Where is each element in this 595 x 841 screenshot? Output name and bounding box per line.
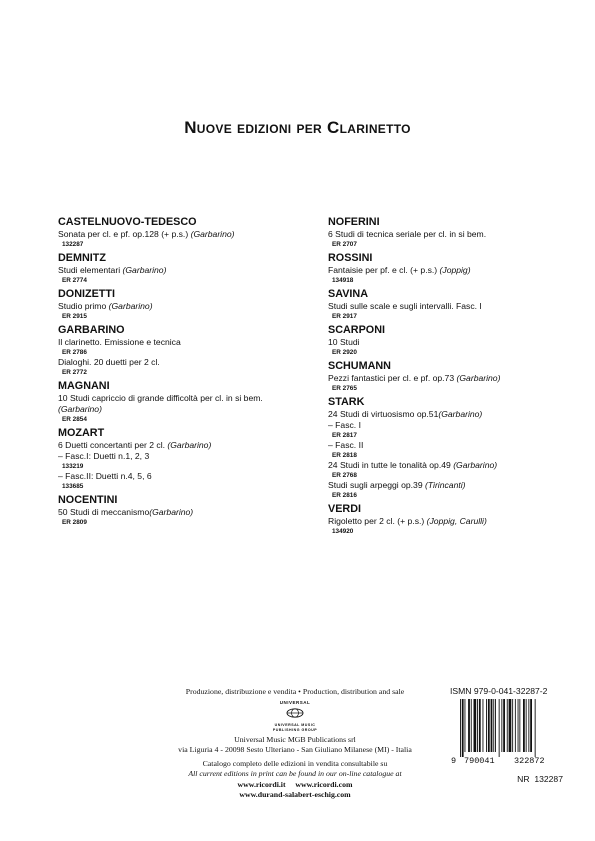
composer-entry: [328, 287, 568, 321]
work-title: [328, 440, 568, 451]
barcode-bar: [530, 699, 532, 752]
work-title: [328, 409, 568, 420]
catalog-code: ER 2854: [62, 416, 87, 423]
composer-entry: [328, 323, 568, 357]
catalog-code: 134918: [332, 277, 354, 284]
work-editor: (Tirincanti): [425, 480, 466, 490]
work-text: 24 Studi di virtuosismo op.51: [328, 409, 439, 419]
catalog-code: 132287: [62, 241, 84, 248]
barcode-bar: [528, 699, 529, 752]
composer-list-left: [58, 215, 320, 529]
composer-entry: [58, 215, 320, 249]
composer-name: DONIZETTI: [58, 288, 115, 300]
barcode-bar: [477, 699, 478, 752]
composer-name: DEMNITZ: [58, 252, 106, 264]
catalog-code: ER 2917: [332, 313, 357, 320]
barcode-bar: [503, 699, 505, 752]
barcode-digits-group1: 790041: [464, 756, 495, 765]
composer-name: CASTELNUOVO-TEDESCO: [58, 216, 197, 228]
work-editor: (Garbarino): [149, 507, 194, 517]
work-title: [328, 373, 568, 384]
barcode-bar: [499, 699, 500, 757]
barcode-bar: [483, 699, 484, 752]
composer-name: SAVINA: [328, 288, 368, 300]
barcode-bar: [471, 699, 472, 752]
barcode-bar: [519, 699, 520, 752]
barcode-bar: [518, 699, 519, 752]
publisher-address: via Liguria 4 - 20098 Sesto Ulteriano - San Giuliano Milanese (MI) - Italia: [178, 745, 412, 754]
work-title: [58, 507, 320, 518]
work-text: 6 Studi di tecnica seriale per cl. in si bem.: [328, 229, 487, 239]
work-editor: (Garbarino): [167, 440, 212, 450]
publisher-footer: [150, 687, 440, 801]
work-title: [328, 480, 568, 491]
catalog-code: ER 2774: [62, 277, 87, 284]
work-title: [328, 229, 568, 240]
composer-name: SCHUMANN: [328, 360, 391, 372]
composer-entry: [58, 251, 320, 285]
work-editor: (Garbarino): [58, 404, 102, 414]
work-text: – Fasc. I: [328, 420, 361, 430]
publisher-name: Universal Music MGB Publications srl: [234, 734, 356, 744]
work-text: 50 Studi di meccanismo: [58, 507, 150, 517]
catalog-code: 133685: [62, 483, 84, 490]
page-title: Nuove edizioni per Clarinetto: [184, 118, 411, 137]
barcode-bar: [495, 699, 496, 752]
barcode-bar: [501, 699, 502, 752]
barcode-bar: [523, 699, 525, 752]
work-title: [328, 265, 568, 276]
work-title: [328, 460, 568, 471]
barcode-digits-group2: 322872: [514, 756, 545, 765]
work-text: Pezzi fantastici per cl. e pf. op.73: [328, 373, 457, 383]
catalog-code: ER 2915: [62, 313, 87, 320]
catalog-code: ER 2818: [332, 452, 357, 459]
barcode-block: [450, 686, 565, 785]
website-links[interactable]: www.ricordi.it www.ricordi.com: [237, 779, 353, 789]
catalog-code: 133219: [62, 463, 84, 470]
work-editor: (Garbarino): [438, 409, 483, 419]
composer-entry: [58, 379, 320, 424]
catalog-code: ER 2816: [332, 492, 357, 499]
work-title: [328, 420, 568, 431]
work-editor: (Garbarino): [453, 460, 498, 470]
work-text: – Fasc.I: Duetti n.1, 2, 3: [58, 451, 150, 461]
catalog-code: ER 2920: [332, 349, 357, 356]
work-title: [58, 440, 320, 451]
barcode-bar: [479, 699, 481, 752]
barcode-digit-first: 9: [451, 756, 457, 765]
work-title: [328, 516, 568, 527]
barcode-image: [450, 699, 565, 765]
composer-entry: [58, 426, 320, 491]
work-editor: (Joppig, Carulli): [426, 516, 487, 526]
composer-name: ROSSINI: [328, 252, 373, 264]
work-title: [58, 337, 320, 348]
work-title: [58, 404, 320, 415]
work-title: [328, 337, 568, 348]
work-text: Studi sugli arpeggi op.39: [328, 480, 425, 490]
work-text: Dialoghi. 20 duetti per 2 cl.: [58, 357, 160, 367]
barcode-bar: [491, 699, 493, 752]
barcode-bar: [509, 699, 512, 752]
barcode-bar: [486, 699, 487, 752]
work-title: [58, 357, 320, 368]
work-text: Studi elementari: [58, 265, 123, 275]
work-title: [58, 451, 320, 462]
work-title: [58, 301, 320, 312]
work-text: 10 Studi capriccio di grande difficoltà per cl. in si bem.: [58, 393, 263, 403]
barcode-bar: [526, 699, 527, 752]
catalog-code: ER 2768: [332, 472, 357, 479]
composer-name: VERDI: [328, 503, 361, 515]
barcode-bar: [515, 699, 516, 752]
composer-entry: [58, 287, 320, 321]
work-title: [328, 301, 568, 312]
composer-name: STARK: [328, 396, 365, 408]
composer-name: GARBARINO: [58, 324, 125, 336]
catalog-number: NR 132287: [517, 774, 563, 784]
catalog-code: ER 2707: [332, 241, 357, 248]
barcode-bar: [462, 699, 464, 757]
work-title: [58, 471, 320, 482]
composer-name: MAGNANI: [58, 380, 110, 392]
work-editor: (Garbarino): [108, 301, 153, 311]
composer-entry: [58, 493, 320, 527]
catalog-code: ER 2809: [62, 519, 87, 526]
composer-name: MOZART: [58, 427, 105, 439]
barcode-bar: [460, 699, 461, 757]
work-text: Sonata per cl. e pf. op.128 (+ p.s.): [58, 229, 191, 239]
composer-entry: [58, 323, 320, 377]
work-title: [58, 265, 320, 276]
work-title: [58, 393, 320, 404]
barcode-bar: [488, 699, 490, 752]
catalog-code: ER 2786: [62, 349, 87, 356]
work-editor: (Joppig): [439, 265, 471, 275]
composer-entry: [328, 215, 568, 249]
universal-music-logo: UNIVERSAL UNIVERSAL MUSIC PUBLISHING GROUP: [272, 699, 318, 732]
work-text: – Fasc.II: Duetti n.4, 5, 6: [58, 471, 152, 481]
catalog-code: ER 2817: [332, 432, 357, 439]
composer-entry: [328, 395, 568, 500]
website-link-durand[interactable]: www.durand-salabert-eschig.com: [239, 790, 351, 799]
work-text: Fantaisie per pf. e cl. (+ p.s.): [328, 265, 440, 275]
work-text: – Fasc. II: [328, 440, 364, 450]
catalog-note-it: Catalogo completo delle edizioni in vendita consultabile su: [202, 758, 388, 768]
composer-entry: [328, 251, 568, 285]
work-text: Studio primo: [58, 301, 109, 311]
catalog-code: ER 2772: [62, 369, 87, 376]
catalog-note-en: All current editions in print can be found in our on-line catalogue at: [188, 769, 402, 778]
barcode-bar: [512, 699, 513, 752]
barcode-bar: [465, 699, 466, 752]
barcode-bar: [493, 699, 494, 752]
composer-name: NOCENTINI: [58, 494, 118, 506]
work-text: Studi sulle scale e sugli intervalli. Fasc. I: [328, 301, 482, 311]
barcode-bar: [535, 699, 536, 757]
work-editor: (Garbarino): [122, 265, 167, 275]
work-text: 10 Studi: [328, 337, 360, 347]
production-line: Produzione, distribuzione e vendita • Production, distribution and sale: [185, 687, 405, 696]
catalog-code: 134920: [332, 528, 354, 535]
composer-entry: [328, 359, 568, 393]
work-text: Rigoletto per 2 cl. (+ p.s.): [328, 516, 427, 526]
barcode-bar: [468, 699, 470, 752]
composer-entry: [328, 502, 568, 536]
work-text: Il clarinetto. Emissione e tecnica: [58, 337, 181, 347]
work-editor: (Garbarino): [456, 373, 501, 383]
work-title: [58, 229, 320, 240]
work-editor: (Garbarino): [190, 229, 235, 239]
composer-name: SCARPONI: [328, 324, 385, 336]
work-text: 24 Studi in tutte le tonalità op.49: [328, 460, 454, 470]
globe-icon: [285, 708, 305, 718]
catalog-code: ER 2765: [332, 385, 357, 392]
composer-name: NOFERINI: [328, 216, 380, 228]
work-text: 6 Duetti concertanti per 2 cl.: [58, 440, 168, 450]
barcode-bar: [507, 699, 508, 752]
composer-list-right: [328, 215, 568, 538]
barcode-bar: [474, 699, 477, 752]
ismn-number: ISMN 979-0-041-32287-2: [450, 686, 548, 696]
